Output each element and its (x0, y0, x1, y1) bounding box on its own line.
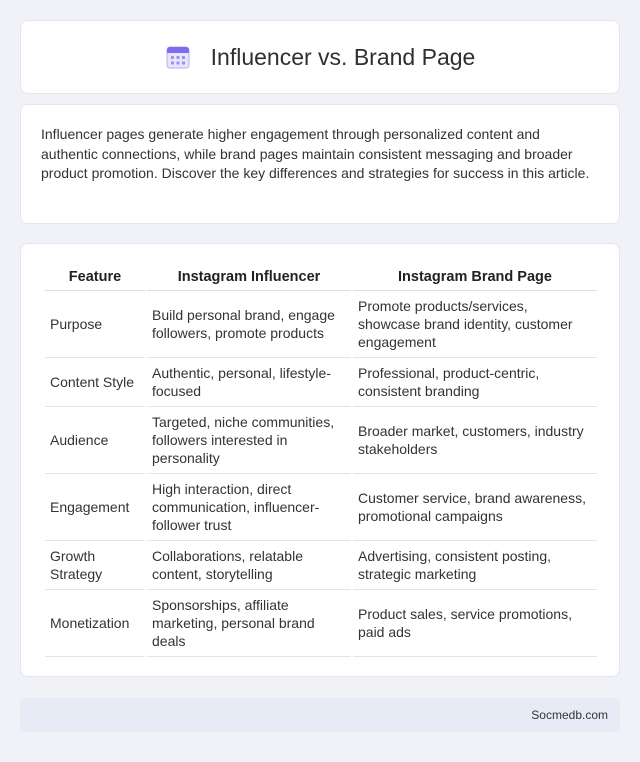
influencer-cell: Sponsorships, affiliate marketing, personal brand deals (147, 590, 351, 657)
feature-cell: Monetization (45, 590, 145, 657)
table-row (45, 474, 597, 541)
table-row (45, 407, 597, 474)
feature-cell: Content Style (45, 358, 145, 407)
column-header-feature: Feature (45, 264, 145, 291)
calendar-icon (165, 44, 191, 70)
brand-cell: Advertising, consistent posting, strategic marketing (353, 541, 597, 590)
header-card (20, 20, 620, 94)
feature-cell: Purpose (45, 291, 145, 358)
brand-cell: Customer service, brand awareness, promotional campaigns (353, 474, 597, 541)
comparison-table (43, 264, 599, 657)
table-row (45, 541, 597, 590)
influencer-cell: Collaborations, relatable content, storytelling (147, 541, 351, 590)
feature-cell: Growth Strategy (45, 541, 145, 590)
table-row (45, 358, 597, 407)
feature-cell: Engagement (45, 474, 145, 541)
table-header-row (45, 264, 597, 291)
intro-card (20, 104, 620, 224)
column-header-influencer: Instagram Influencer (147, 264, 351, 291)
footer-site-link[interactable]: Socmedb.com (531, 708, 608, 722)
influencer-cell: Authentic, personal, lifestyle-focused (147, 358, 351, 407)
influencer-cell: Build personal brand, engage followers, promote products (147, 291, 351, 358)
column-header-brand: Instagram Brand Page (353, 264, 597, 291)
intro-text: Influencer pages generate higher engagement through personalized content and authentic connections, while brand pages maintain consistent messaging and broader product promotion. Discover the key differences and strategies for success in this article. (41, 126, 590, 181)
page-title: Influencer vs. Brand Page (210, 43, 476, 70)
brand-cell: Broader market, customers, industry stakeholders (353, 407, 597, 474)
table-row (45, 590, 597, 657)
influencer-cell: Targeted, niche communities, followers interested in personality (147, 407, 351, 474)
feature-cell: Audience (45, 407, 145, 474)
influencer-cell: High interaction, direct communication, influencer-follower trust (147, 474, 351, 541)
brand-cell: Product sales, service promotions, paid ads (353, 590, 597, 657)
brand-cell: Promote products/services, showcase brand identity, customer engagement (353, 291, 597, 358)
brand-cell: Professional, product-centric, consistent branding (353, 358, 597, 407)
comparison-card (20, 243, 620, 677)
table-row (45, 291, 597, 358)
footer (20, 698, 620, 732)
